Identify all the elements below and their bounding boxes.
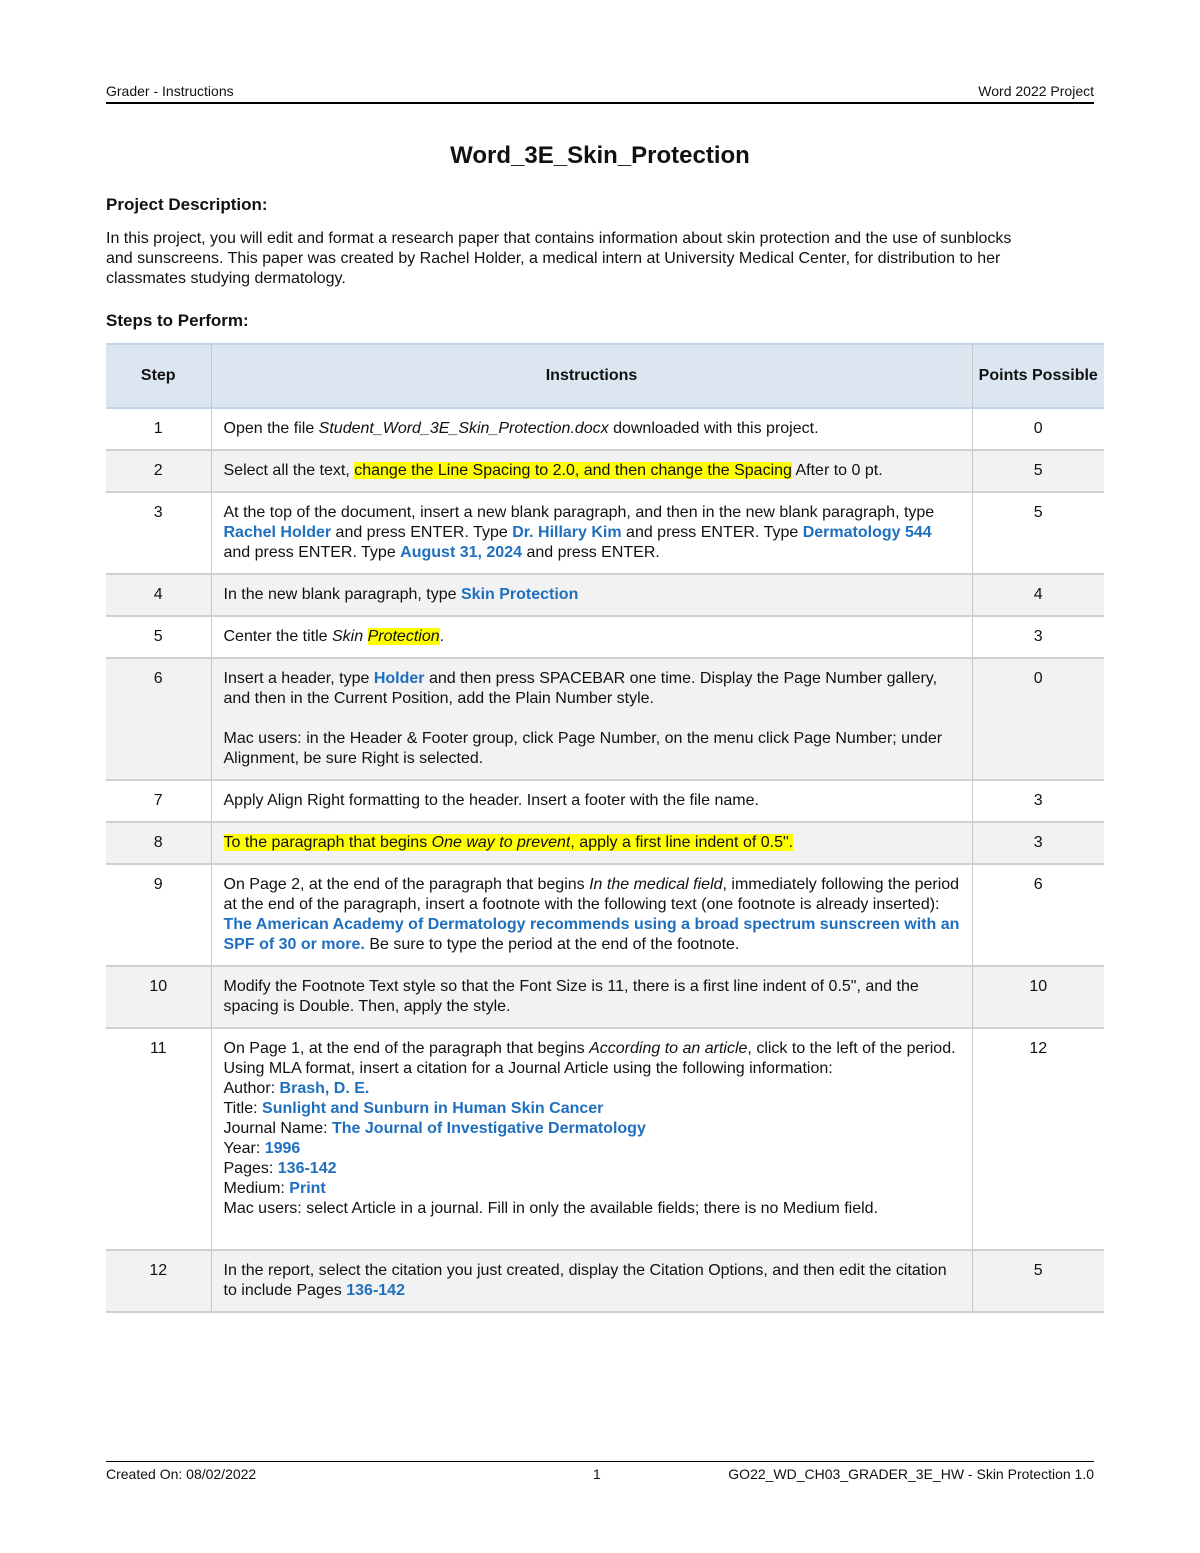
step-instructions	[211, 492, 972, 574]
instruction-text: Year:	[223, 1140, 265, 1157]
instruction-text: and press ENTER. Type	[331, 524, 513, 541]
project-description-text: In this project, you will edit and format a research paper that contains information about skin protection and the use of sunblocks and sunscreens. This paper was created by Rachel Holder, a medical intern at University Medical Center, for distribution to her classmates studying dermatology.	[106, 230, 1012, 287]
instruction-text: Pages:	[223, 1160, 278, 1177]
table-row	[106, 864, 1104, 966]
instruction-text: Mac users: select Article in a journal. Fill in only the available fields; there is no Medium field.	[223, 1200, 879, 1217]
instruction-text: One way to prevent	[431, 834, 571, 851]
table-row	[106, 450, 1104, 492]
instruction-text: Skin	[332, 628, 364, 645]
step-instructions	[211, 864, 972, 966]
table-row	[106, 492, 1104, 574]
steps-table-body	[106, 408, 1104, 1312]
step-number: 7	[106, 780, 211, 822]
paragraph-gap	[224, 1219, 960, 1239]
instruction-text: 1996	[264, 1140, 301, 1157]
instruction-text: Skin Protection	[461, 586, 579, 603]
instruction-text: Sunlight and Sunburn in Human Skin Cancer	[262, 1100, 604, 1117]
step-number: 3	[106, 492, 211, 574]
instruction-text: Journal Name:	[223, 1120, 332, 1137]
instruction-text: and press ENTER. Type	[621, 524, 803, 541]
instruction-text: Dr. Hillary Kim	[512, 524, 622, 541]
instruction-text: August 31, 2024	[400, 544, 522, 561]
step-number: 9	[106, 864, 211, 966]
table-row	[106, 574, 1104, 616]
instruction-text: The American Academy of Dermatology recommends using a broad spectrum sunscreen with an SPF of 30 or more.	[223, 916, 960, 953]
step-instructions	[211, 966, 972, 1028]
instruction-text: and press ENTER.	[522, 544, 660, 561]
instruction-text: downloaded with this project.	[608, 420, 819, 437]
instruction-text	[363, 628, 367, 645]
step-number: 1	[106, 408, 211, 450]
step-number: 4	[106, 574, 211, 616]
step-number: 11	[106, 1028, 211, 1250]
instruction-text: Be sure to type the period at the end of the footnote.	[364, 936, 740, 953]
instruction-text: Modify the Footnote Text style so that the Font Size is 11, there is a first line indent of 0.5", and the spacing is Double. Then, apply the style.	[223, 978, 919, 1015]
instruction-text: Apply Align Right formatting to the header. Insert a footer with the file name.	[223, 792, 759, 809]
instruction-text: Author:	[223, 1080, 280, 1097]
table-row	[106, 408, 1104, 450]
column-header-points: Points Possible	[972, 344, 1104, 408]
points-possible: 3	[972, 822, 1104, 864]
footer-created-on: Created On: 08/02/2022	[106, 1466, 257, 1482]
table-row	[106, 1250, 1104, 1312]
step-number: 2	[106, 450, 211, 492]
table-row	[106, 658, 1104, 780]
instruction-text: According to an article	[589, 1040, 748, 1057]
points-possible: 4	[972, 574, 1104, 616]
step-instructions	[211, 1250, 972, 1312]
points-possible: 6	[972, 864, 1104, 966]
instruction-text: Mac users: in the Header & Footer group, click Page Number, on the menu click Page Number; under Alignment, be sure Right is selected.	[223, 730, 943, 767]
step-number: 5	[106, 616, 211, 658]
footer-file-info: GO22_WD_CH03_GRADER_3E_HW - Skin Protection 1.0	[728, 1466, 1094, 1482]
instruction-text: and then press SPACEBAR one time. Display the Page Number gallery, and then in the Current Position, add the Plain Number style.	[223, 670, 938, 707]
header-left-text: Grader - Instructions	[106, 83, 234, 99]
instruction-text: In the report, select the citation you just created, display the Citation Options, and then edit the citation to include Pages	[223, 1262, 947, 1299]
step-instructions	[211, 658, 972, 780]
step-number: 6	[106, 658, 211, 780]
step-instructions	[211, 822, 972, 864]
instruction-text: , immediately following the period at the end of the paragraph, insert a footnote with the following text (one footnote is already inserted):	[223, 876, 960, 913]
instruction-text: Medium:	[223, 1180, 290, 1197]
steps-heading: Steps to Perform:	[106, 311, 249, 330]
table-row	[106, 616, 1104, 658]
instruction-text: and press ENTER. Type	[223, 544, 401, 561]
points-possible: 3	[972, 616, 1104, 658]
step-instructions	[211, 616, 972, 658]
step-instructions	[211, 450, 972, 492]
instruction-text: Protection	[367, 628, 440, 645]
instruction-text: Holder	[373, 670, 425, 687]
instruction-text: Dermatology 544	[802, 524, 932, 541]
points-possible: 5	[972, 1250, 1104, 1312]
instruction-text: The Journal of Investigative Dermatology	[332, 1120, 646, 1137]
table-row	[106, 966, 1104, 1028]
page-header	[106, 82, 1094, 104]
instruction-text: Print	[289, 1180, 326, 1197]
points-possible: 0	[972, 408, 1104, 450]
header-right-text: Word 2022 Project	[978, 83, 1094, 99]
step-instructions	[211, 1028, 972, 1250]
instruction-text: At the top of the document, insert a new blank paragraph, and then in the new blank paragraph, type	[223, 504, 935, 521]
column-header-instructions: Instructions	[211, 344, 972, 408]
points-possible: 5	[972, 450, 1104, 492]
project-description-heading: Project Description:	[106, 195, 268, 214]
points-possible: 5	[972, 492, 1104, 574]
instruction-text: Student_Word_3E_Skin_Protection.docx	[318, 420, 609, 437]
instruction-text: Title:	[223, 1100, 263, 1117]
points-possible: 0	[972, 658, 1104, 780]
table-row	[106, 1028, 1104, 1250]
instruction-text: In the new blank paragraph, type	[223, 586, 461, 603]
instruction-text: Rachel Holder	[223, 524, 332, 541]
instruction-text: .	[439, 628, 445, 645]
footer-page-number: 1	[593, 1466, 601, 1482]
instruction-text: On Page 1, at the end of the paragraph that begins	[223, 1040, 590, 1057]
instruction-text: Open the file	[223, 420, 319, 437]
table-header-row	[106, 344, 1104, 408]
steps-table	[106, 343, 1104, 1313]
points-possible: 10	[972, 966, 1104, 1028]
column-header-step: Step	[106, 344, 211, 408]
page-footer	[106, 1461, 1094, 1486]
instruction-text: , click to the left of the period. Using MLA format, insert a citation for a Journal Article using the following information:	[223, 1040, 956, 1077]
instruction-text: Brash, D. E.	[279, 1080, 370, 1097]
points-possible: 3	[972, 780, 1104, 822]
instruction-text: Center the title	[223, 628, 332, 645]
instruction-text: After to 0 pt.	[791, 462, 883, 479]
step-instructions	[211, 780, 972, 822]
step-number: 10	[106, 966, 211, 1028]
instruction-text: 136-142	[346, 1282, 405, 1299]
instruction-text: Select all the text,	[223, 462, 355, 479]
table-row	[106, 780, 1104, 822]
instruction-text: On Page 2, at the end of the paragraph that begins	[223, 876, 590, 893]
instruction-text: To the paragraph that begins	[223, 834, 432, 851]
instruction-text: change the Line Spacing to 2.0, and then change the Spacing	[354, 462, 792, 479]
step-number: 8	[106, 822, 211, 864]
instruction-text: In the medical field	[589, 876, 723, 893]
instruction-text: Insert a header, type	[223, 670, 374, 687]
instruction-text: 136-142	[277, 1160, 337, 1177]
step-instructions	[211, 408, 972, 450]
instruction-text: , apply a first line indent of 0.5".	[570, 834, 794, 851]
document-title: Word_3E_Skin_Protection	[450, 142, 750, 169]
step-instructions	[211, 574, 972, 616]
points-possible: 12	[972, 1028, 1104, 1250]
table-row	[106, 822, 1104, 864]
paragraph-gap	[224, 709, 960, 729]
step-number: 12	[106, 1250, 211, 1312]
